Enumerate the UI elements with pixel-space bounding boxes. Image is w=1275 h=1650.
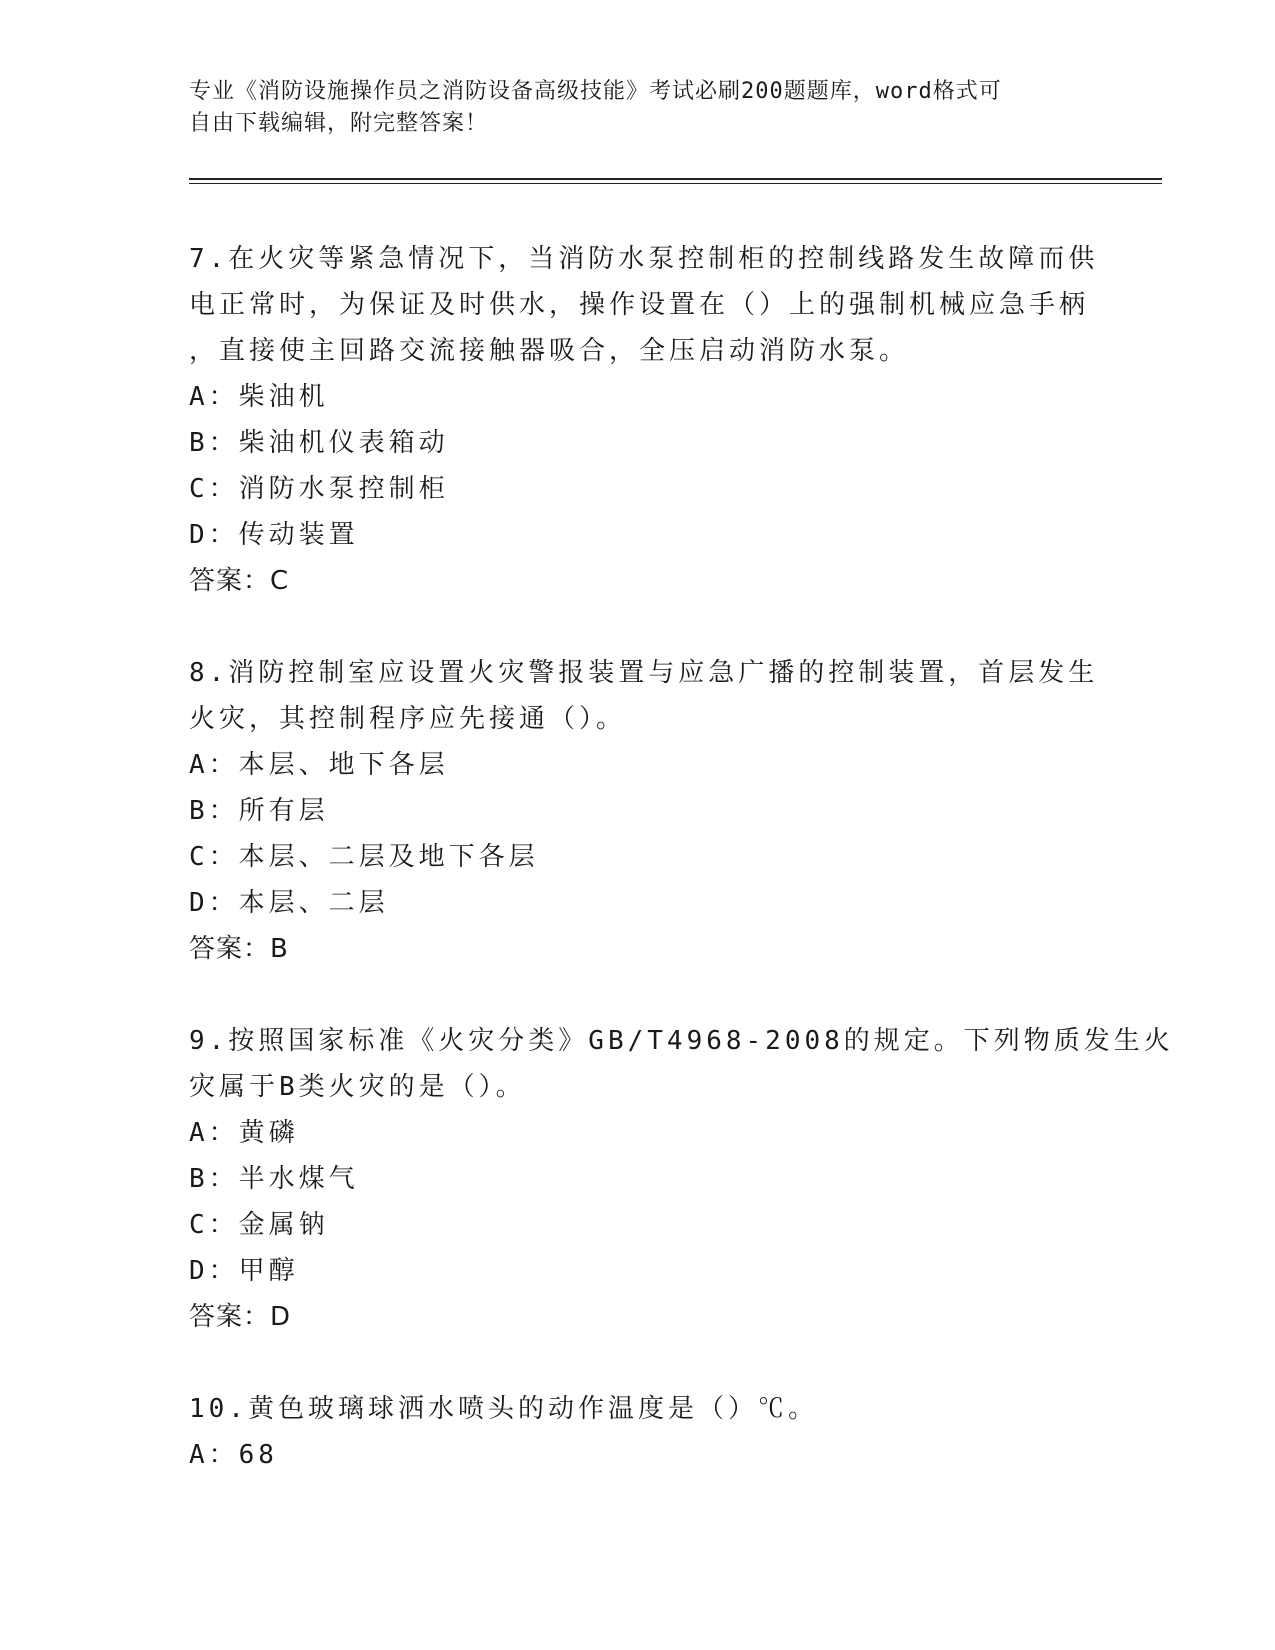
answer-line: 答案：B: [189, 934, 289, 964]
question-text: 灾属于B类火灾的是（）。: [189, 1072, 526, 1102]
question-text: 9.按照国家标准《火灾分类》GB/T4968-2008的规定。下列物质发生火: [189, 1026, 1174, 1056]
question-7: [189, 236, 1099, 604]
header-line-1: 专业《消防设施操作员之消防设备高级技能》考试必刷200题题库，word格式可: [189, 79, 1002, 104]
question-8: [189, 650, 1099, 972]
question-text: ，直接使主回路交流接触器吸合，全压启动消防水泵。: [189, 336, 910, 366]
answer-line: 答案：C: [189, 566, 290, 596]
question-text: 7.在火灾等紧急情况下，当消防水泵控制柜的控制线路发生故障而供: [189, 244, 1099, 274]
option-c: C：金属钠: [189, 1210, 329, 1240]
answer-line: 答案：D: [189, 1302, 292, 1332]
option-d: D：传动装置: [189, 520, 359, 550]
header-divider-thick: [189, 178, 1162, 180]
question-text: 10.黄色玻璃球洒水喷头的动作温度是（）℃。: [189, 1394, 818, 1424]
option-b: B：柴油机仪表箱动: [189, 428, 449, 458]
document-header: [189, 76, 1069, 140]
option-a: A：柴油机: [189, 382, 329, 412]
question-10: [189, 1386, 1089, 1478]
option-b: B：半水煤气: [189, 1164, 359, 1194]
header-divider-thin: [189, 183, 1162, 184]
question-list: [189, 236, 1174, 1524]
option-a: A：68: [189, 1440, 278, 1470]
question-text: 电正常时，为保证及时供水，操作设置在（）上的强制机械应急手柄: [189, 290, 1090, 320]
option-c: C：本层、二层及地下各层: [189, 842, 539, 872]
option-a: A：本层、地下各层: [189, 750, 449, 780]
option-c: C：消防水泵控制柜: [189, 474, 449, 504]
option-d: D：本层、二层: [189, 888, 389, 918]
option-d: D：甲醇: [189, 1256, 299, 1286]
question-text: 8.消防控制室应设置火灾警报装置与应急广播的控制装置，首层发生: [189, 658, 1099, 688]
question-text: 火灾，其控制程序应先接通（）。: [189, 704, 627, 734]
option-a: A：黄磷: [189, 1118, 299, 1148]
question-9: [189, 1018, 1174, 1340]
header-line-2: 自由下载编辑，附完整答案！: [189, 111, 489, 136]
option-b: B：所有层: [189, 796, 329, 826]
